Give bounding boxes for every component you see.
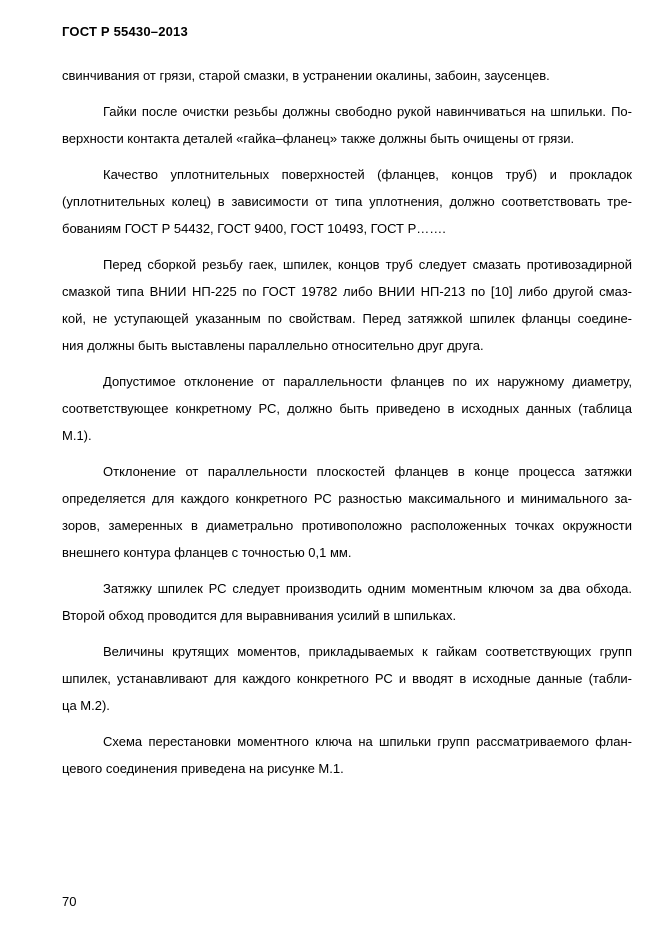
text-line: смазкой типа ВНИИ НП-225 по ГОСТ 19782 либо ВНИИ НП-213 по [10] либо другой смаз- [62,284,632,299]
text-line: М.1). [62,428,92,443]
text-line: Второй обход проводится для выравнивания усилий в шпильках. [62,608,457,623]
text-line: шпилек, устанавливают для каждого конкретного РС и вводят в исходные данные (табли- [62,671,632,686]
paragraph [62,62,632,89]
paragraph [62,98,632,152]
text-line: ца М.2). [62,698,110,713]
text-line: Величины крутящих моментов, прикладываемых к гайкам соответствующих групп [103,644,632,659]
text-line: верхности контакта деталей «гайка–фланец» также должны быть очищены от грязи. [62,131,575,146]
text-line: определяется для каждого конкретного РС разностью максимального и минимального за- [62,491,632,506]
paragraph [62,368,632,449]
text-line: внешнего контура фланцев с точностью 0,1 мм. [62,545,352,560]
paragraph [62,251,632,359]
paragraph [62,575,632,629]
paragraph [62,638,632,719]
text-line: Гайки после очистки резьбы должны свободно рукой навинчиваться на шпильки. По- [103,104,632,119]
document-header: ГОСТ Р 55430–2013 [62,24,188,39]
paragraph [62,161,632,242]
text-line: кой, не уступающей указанным по свойствам. Перед затяжкой шпилек фланцы соедине- [62,311,632,326]
text-line: цевого соединения приведена на рисунке М.1. [62,761,344,776]
text-line: Затяжку шпилек РС следует производить одним моментным ключом за два обхода. [103,581,632,596]
text-line: Отклонение от параллельности плоскостей фланцев в конце процесса затяжки [103,464,632,479]
text-line: Перед сборкой резьбу гаек, шпилек, концов труб следует смазать противозадирной [103,257,632,272]
paragraph [62,728,632,782]
text-line: соответствующее конкретному РС, должно быть приведено в исходных данных (таблица [62,401,632,416]
text-line: Допустимое отклонение от параллельности фланцев по их наружному диаметру, [103,374,632,389]
text-line: Схема перестановки моментного ключа на шпильки групп рассматриваемого флан- [103,734,632,749]
text-line: зоров, замеренных в диаметрально противоположно расположенных точках окружности [62,518,632,533]
document-body [62,62,632,791]
paragraph [62,458,632,566]
text-line: Качество уплотнительных поверхностей (фланцев, концов труб) и прокладок [103,167,632,182]
text-line: (уплотнительных колец) в зависимости от типа уплотнения, должно соответствовать тре- [62,194,632,209]
text-line: свинчивания от грязи, старой смазки, в устранении окалины, забоин, заусенцев. [62,68,550,83]
text-line: бованиям ГОСТ Р 54432, ГОСТ 9400, ГОСТ 10493, ГОСТ Р……. [62,221,446,236]
text-line: ния должны быть выставлены параллельно относительно друг друга. [62,338,484,353]
page-number: 70 [62,894,77,909]
